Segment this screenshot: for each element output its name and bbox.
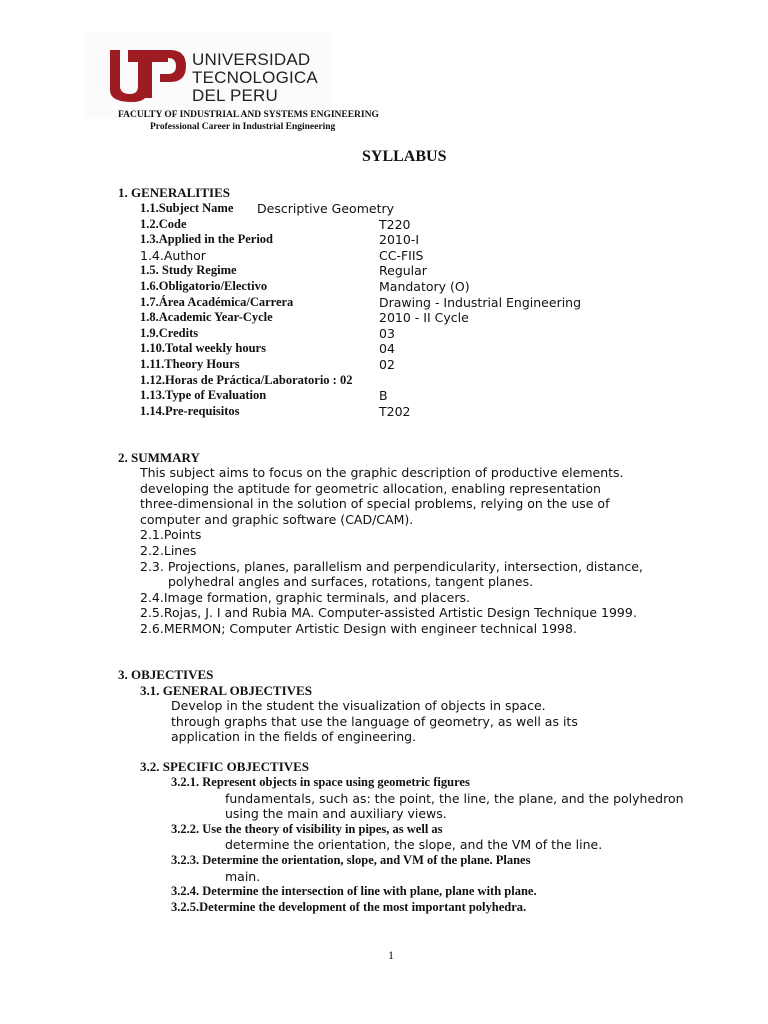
general-objective-line: application in the fields of engineering.	[171, 729, 417, 745]
summary-line: 2.4.Image formation, graphic terminals, and placers.	[140, 589, 470, 605]
generalities-row-value: Mandatory (O)	[379, 279, 470, 294]
utp-logo-icon	[110, 46, 186, 102]
specific-objective-item: 3.2.5.Determine the development of the most important polyhedra.	[171, 899, 527, 914]
summary-line: 2.2.Lines	[140, 543, 197, 558]
summary-line: 2.1.Points	[140, 527, 202, 543]
summary-line: computer and graphic software (CAD/CAM).	[140, 511, 414, 527]
specific-objective-continuation: main.	[225, 868, 261, 884]
specific-objective-item: 3.2.1. Represent objects in space using geometric figures	[171, 775, 470, 789]
page-number: 1	[388, 948, 394, 962]
generalities-row-label: 1.11.Theory Hours	[140, 357, 240, 371]
generalities-row-value: 2010 - II Cycle	[379, 310, 469, 326]
specific-objective-item: 3.2.4. Determine the intersection of line with plane, plane with plane.	[171, 884, 537, 899]
specific-objective-continuation: using the main and auxiliary views.	[225, 806, 447, 822]
generalities-row-label: 1.12.Horas de Práctica/Laboratorio : 02	[140, 372, 353, 387]
page-title: SYLLABUS	[362, 148, 447, 165]
specific-objectives-heading: 3.2. SPECIFIC OBJECTIVES	[140, 759, 310, 774]
generalities-row-label: 1.3.Applied in the Period	[140, 232, 273, 247]
section-heading-objectives: 3. OBJECTIVES	[118, 667, 214, 682]
generalities-row-label: 1.4.Author	[140, 247, 206, 263]
specific-objective-continuation: determine the orientation, the slope, and the VM of the line.	[225, 837, 603, 853]
summary-line: developing the aptitude for geometric allocation, enabling representation	[140, 480, 601, 496]
generalities-row-label: 1.10.Total weekly hours	[140, 341, 266, 356]
general-objective-line: Develop in the student the visualization of objects in space.	[171, 698, 546, 713]
generalities-row-value: T220	[379, 216, 411, 232]
generalities-row-label: 1.7.Área Académica/Carrera	[140, 294, 294, 309]
generalities-row-value: 04	[379, 341, 395, 357]
generalities-row-label: 1.2.Code	[140, 216, 187, 231]
summary-line: polyhedral angles and surfaces, rotations, tangent planes.	[168, 574, 534, 590]
section-heading-generalities: 1. GENERALITIES	[118, 185, 230, 200]
summary-line: This subject aims to focus on the graphic description of productive elements.	[140, 465, 624, 480]
generalities-row-label: 1.6.Obligatorio/Electivo	[140, 279, 268, 293]
generalities-row-value: Regular	[379, 263, 427, 279]
generalities-row-value: B	[379, 388, 388, 404]
generalities-row-label: 1.5. Study Regime	[140, 263, 237, 278]
summary-line: 2.5.Rojas, J. I and Rubia MA. Computer-assisted Artistic Design Technique 1999.	[140, 605, 637, 621]
general-objectives-heading: 3.1. GENERAL OBJECTIVES	[140, 683, 312, 698]
specific-objective-continuation: fundamentals, such as: the point, the line, the plane, and the polyhedron	[225, 790, 684, 806]
summary-line: three-dimensional in the solution of special problems, relying on the use of	[140, 496, 610, 512]
generalities-row-value: T202	[379, 403, 411, 419]
generalities-row-label: 1.13.Type of Evaluation	[140, 388, 267, 403]
specific-objective-item: 3.2.2. Use the theory of visibility in pipes, as well as	[171, 821, 443, 836]
faculty-name: FACULTY OF INDUSTRIAL AND SYSTEMS ENGINEERING	[118, 110, 379, 120]
generalities-row-value: 03	[379, 325, 395, 341]
generalities-row-value: Drawing - Industrial Engineering	[379, 294, 582, 310]
generalities-row-label: 1.1.Subject Name	[140, 201, 234, 215]
generalities-row-value: Descriptive Geometry	[257, 201, 395, 216]
career-name: Professional Career in Industrial Engineering	[150, 122, 336, 132]
generalities-row-label: 1.14.Pre-requisitos	[140, 403, 240, 418]
summary-line: 2.3. Projections, planes, parallelism and perpendicularity, intersection, distance,	[140, 558, 643, 574]
section-heading-summary: 2. SUMMARY	[118, 450, 200, 465]
university-name-line-1: UNIVERSIDAD	[192, 50, 311, 69]
specific-objective-item: 3.2.3. Determine the orientation, slope, and VM of the plane. Planes	[171, 853, 531, 867]
summary-line: 2.6.MERMON; Computer Artistic Design with engineer technical 1998.	[140, 621, 577, 636]
university-name-line-3: DEL PERU	[192, 86, 278, 105]
university-name-line-2: TECNOLOGICA	[192, 68, 318, 87]
generalities-row-value: CC-FIIS	[379, 247, 424, 263]
generalities-row-label: 1.8.Academic Year-Cycle	[140, 310, 273, 325]
general-objective-line: through graphs that use the language of geometry, as well as its	[171, 713, 578, 729]
generalities-row-value: 02	[379, 357, 395, 372]
generalities-row-label: 1.9.Credits	[140, 325, 199, 340]
generalities-row-value: 2010-I	[379, 232, 420, 248]
